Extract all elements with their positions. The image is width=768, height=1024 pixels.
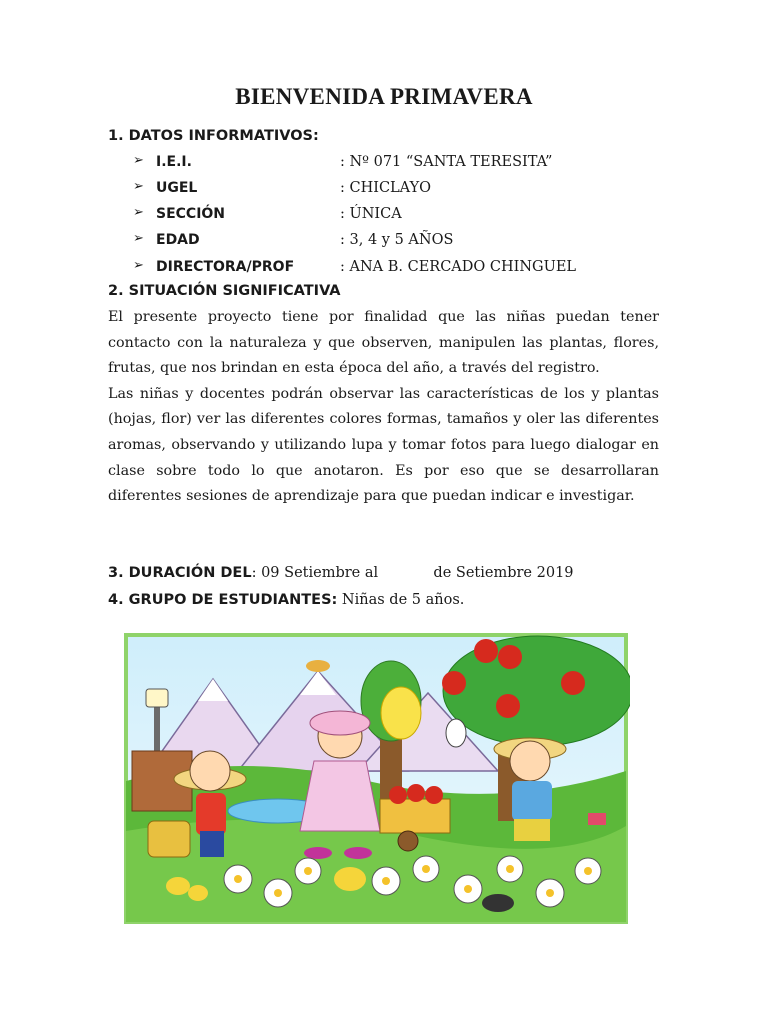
- spring-children-illustration-icon: [118, 631, 630, 926]
- datos-label: DIRECTORA/PROF: [156, 259, 295, 275]
- section-4-line: [108, 592, 464, 608]
- datos-value: : ANA B. CERCADO CHINGUEL: [340, 259, 577, 275]
- datos-label: EDAD: [156, 232, 200, 248]
- datos-value: : ÚNICA: [340, 206, 402, 222]
- page-title: BIENVENIDA PRIMAVERA: [235, 84, 533, 109]
- arrow-bullet-icon: ➢: [133, 179, 144, 194]
- paragraph: El presente proyecto tiene por finalidad que las niñas puedan tener contacto con la naturaleza y que observen, manipulen las plantas, flores, frutas, que nos brindan en esta época del año, a través del registro.: [108, 309, 659, 377]
- arrow-bullet-icon: ➢: [133, 205, 144, 220]
- datos-label: SECCIÓN: [156, 206, 226, 222]
- situacion-text: [108, 305, 659, 510]
- section-4-heading: 4. GRUPO DE ESTUDIANTES:: [108, 592, 338, 608]
- section-3-line: [108, 565, 574, 581]
- section-3-heading: 3. DURACIÓN DEL: [108, 565, 252, 581]
- datos-label: UGEL: [156, 180, 198, 196]
- datos-value: : CHICLAYO: [340, 180, 432, 196]
- arrow-bullet-icon: ➢: [133, 231, 144, 246]
- datos-label: I.E.I.: [156, 154, 192, 170]
- section-2-heading: 2. SITUACIÓN SIGNIFICATIVA: [108, 283, 341, 299]
- datos-value: : 3, 4 y 5 AÑOS: [340, 232, 454, 248]
- duracion-value: : 09 Setiembre al de Setiembre 2019: [251, 565, 574, 581]
- arrow-bullet-icon: ➢: [133, 258, 144, 273]
- section-1-heading: 1. DATOS INFORMATIVOS:: [108, 128, 319, 144]
- arrow-bullet-icon: ➢: [133, 153, 144, 168]
- datos-value: : Nº 071 “SANTA TERESITA”: [340, 154, 553, 170]
- grupo-value: Niñas de 5 años.: [337, 592, 465, 608]
- paragraph: Las niñas y docentes podrán observar las características de los y plantas (hojas, flor) ver las diferentes colores formas, tamaños y oler las diferentes aromas, observando y utilizando lupa y tomar fotos para luego dialogar en clase sobre todo lo que anotaron. Es por eso que se desarrollaran diferentes sesiones de aprendizaje para que puedan indicar e investigar.: [108, 385, 659, 505]
